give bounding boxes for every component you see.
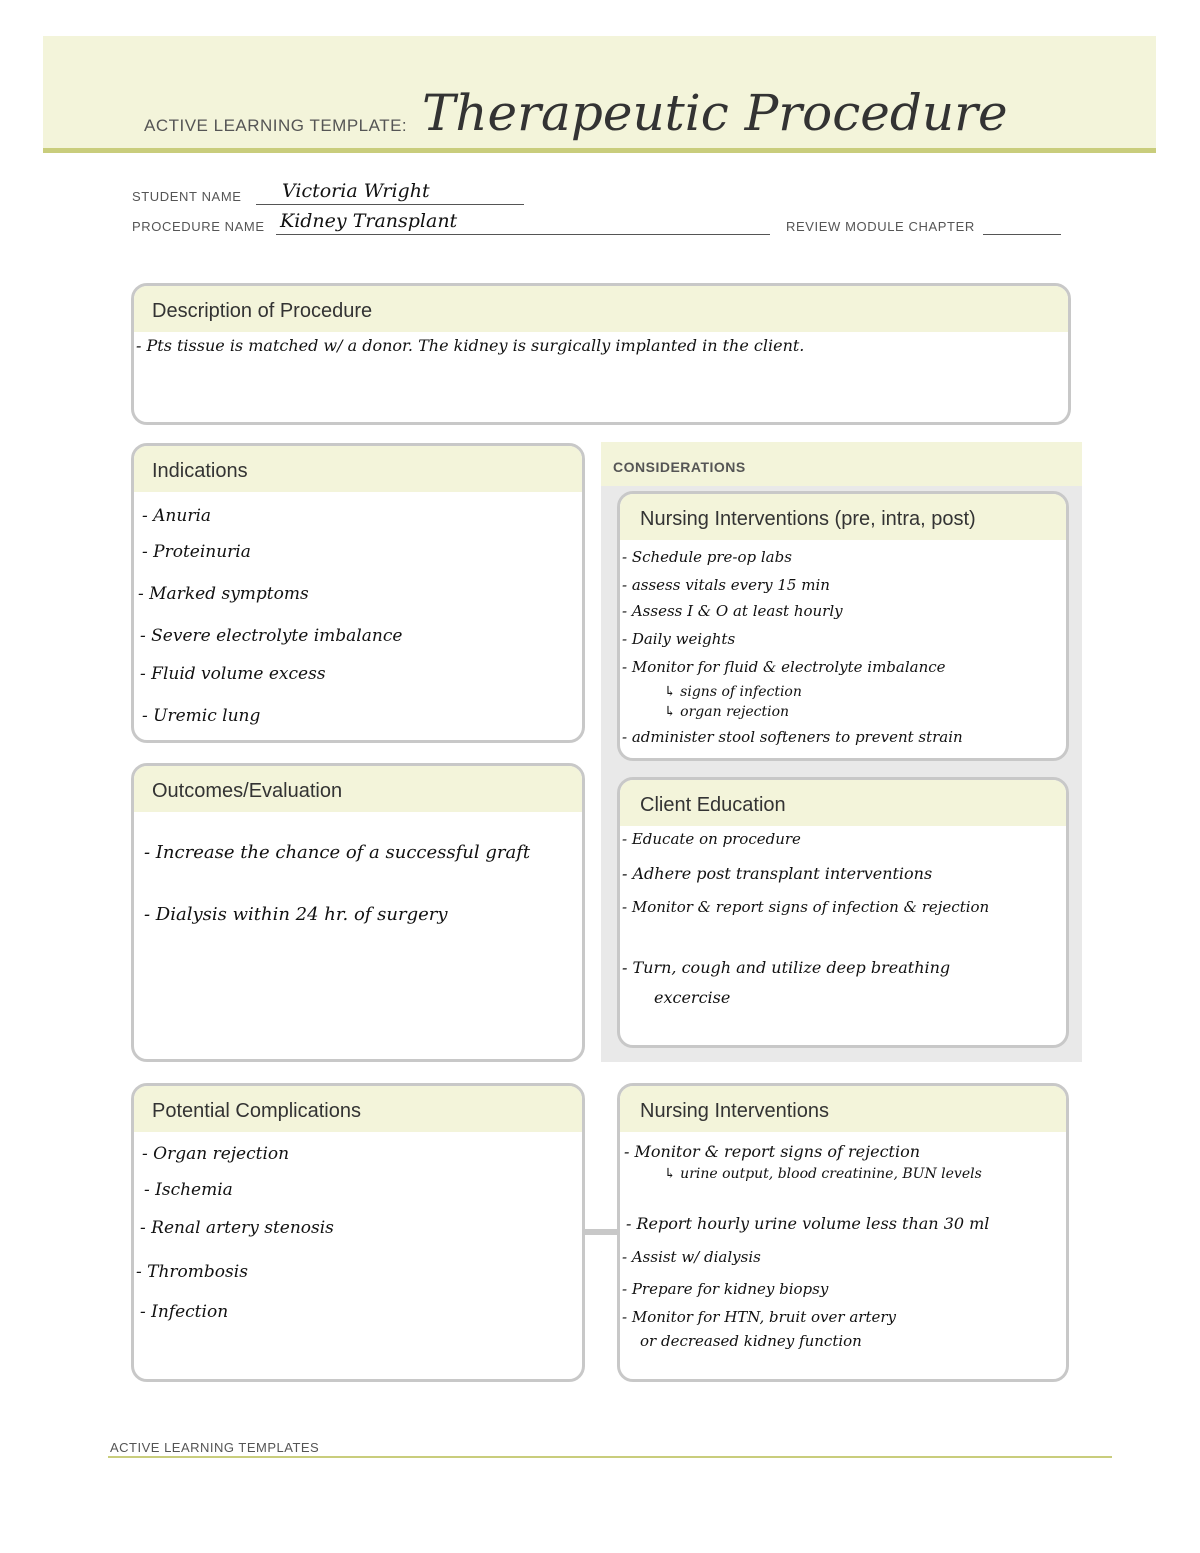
list-item: - Increase the chance of a successful graft [144,842,531,863]
list-item: - Turn, cough and utilize deep breathing [622,958,951,977]
description-header [134,286,1068,332]
indications-title: Indications [152,460,248,482]
list-item: ↳ signs of infection [664,684,802,700]
list-item: - Monitor & report signs of infection & rejection [622,898,990,916]
list-item: - Report hourly urine volume less than 30 ml [626,1214,990,1233]
list-item: - Fluid volume excess [140,664,326,684]
student-name-line [256,204,524,205]
list-item: excercise [654,988,731,1007]
list-item: - Educate on procedure [622,830,801,848]
list-item: - Schedule pre-op labs [622,548,792,566]
nursing-interventions-pre-header [620,494,1066,540]
list-item: - Uremic lung [142,706,261,726]
list-item: - Monitor for HTN, bruit over artery [622,1308,896,1326]
page-title: Therapeutic Procedure [422,84,1008,142]
complications-box [131,1083,585,1382]
header-rule [43,148,1156,153]
considerations-label: CONSIDERATIONS [613,459,746,475]
considerations-header [601,442,1082,486]
outcomes-box [131,763,585,1062]
client-education-title: Client Education [640,794,786,816]
list-item: - Daily weights [622,630,736,648]
complications-header [134,1086,582,1132]
description-box [131,283,1071,425]
complications-title: Potential Complications [152,1100,361,1122]
list-item: - Severe electrolyte imbalance [140,626,403,646]
connector-line [583,1229,619,1235]
list-item: - Adhere post transplant interventions [622,864,933,883]
nursing-interventions-pre-title: Nursing Interventions (pre, intra, post) [640,508,976,530]
nursing-interventions-box [617,1083,1069,1382]
list-item: or decreased kidney function [640,1332,862,1350]
client-education-box [617,777,1069,1048]
outcomes-header [134,766,582,812]
client-education-header [620,780,1066,826]
list-item: - administer stool softeners to prevent strain [622,728,963,746]
list-item: - Organ rejection [142,1144,290,1164]
footer-rule [108,1456,1112,1458]
list-item: - Anuria [142,506,212,526]
procedure-name-line [276,234,770,235]
list-item: - assess vitals every 15 min [622,576,830,594]
procedure-name-label: PROCEDURE NAME [132,219,265,234]
student-name-field[interactable]: Victoria Wright [282,180,430,202]
list-item: - Monitor & report signs of rejection [624,1142,921,1161]
list-item: ↳ organ rejection [664,704,790,720]
description-line: - Pts tissue is matched w/ a donor. The kidney is surgically implanted in the client. [136,336,805,355]
list-item: ↳ urine output, blood creatinine, BUN levels [664,1166,982,1182]
nursing-interventions-title: Nursing Interventions [640,1100,829,1122]
outcomes-title: Outcomes/Evaluation [152,780,343,802]
list-item: - Monitor for fluid & electrolyte imbalance [622,658,946,676]
nursing-interventions-pre-box [617,491,1069,761]
indications-header [134,446,582,492]
list-item: - Dialysis within 24 hr. of surgery [144,904,448,925]
description-title: Description of Procedure [152,300,373,322]
student-name-label: STUDENT NAME [132,189,242,204]
list-item: - Prepare for kidney biopsy [622,1280,829,1298]
list-item: - Ischemia [144,1180,233,1200]
list-item: - Infection [140,1302,229,1322]
review-module-field[interactable] [983,234,1061,235]
footer-label: ACTIVE LEARNING TEMPLATES [110,1440,320,1455]
list-item: - Assist w/ dialysis [622,1248,761,1266]
list-item: - Marked symptoms [138,584,309,604]
indications-box [131,443,585,743]
list-item: - Assess I & O at least hourly [622,602,843,620]
review-module-label: REVIEW MODULE CHAPTER [786,219,975,234]
nursing-interventions-header [620,1086,1066,1132]
template-label: ACTIVE LEARNING TEMPLATE: [144,116,408,135]
list-item: - Thrombosis [136,1262,248,1282]
list-item: - Renal artery stenosis [140,1218,334,1238]
procedure-name-field[interactable]: Kidney Transplant [280,210,458,232]
list-item: - Proteinuria [142,542,251,562]
